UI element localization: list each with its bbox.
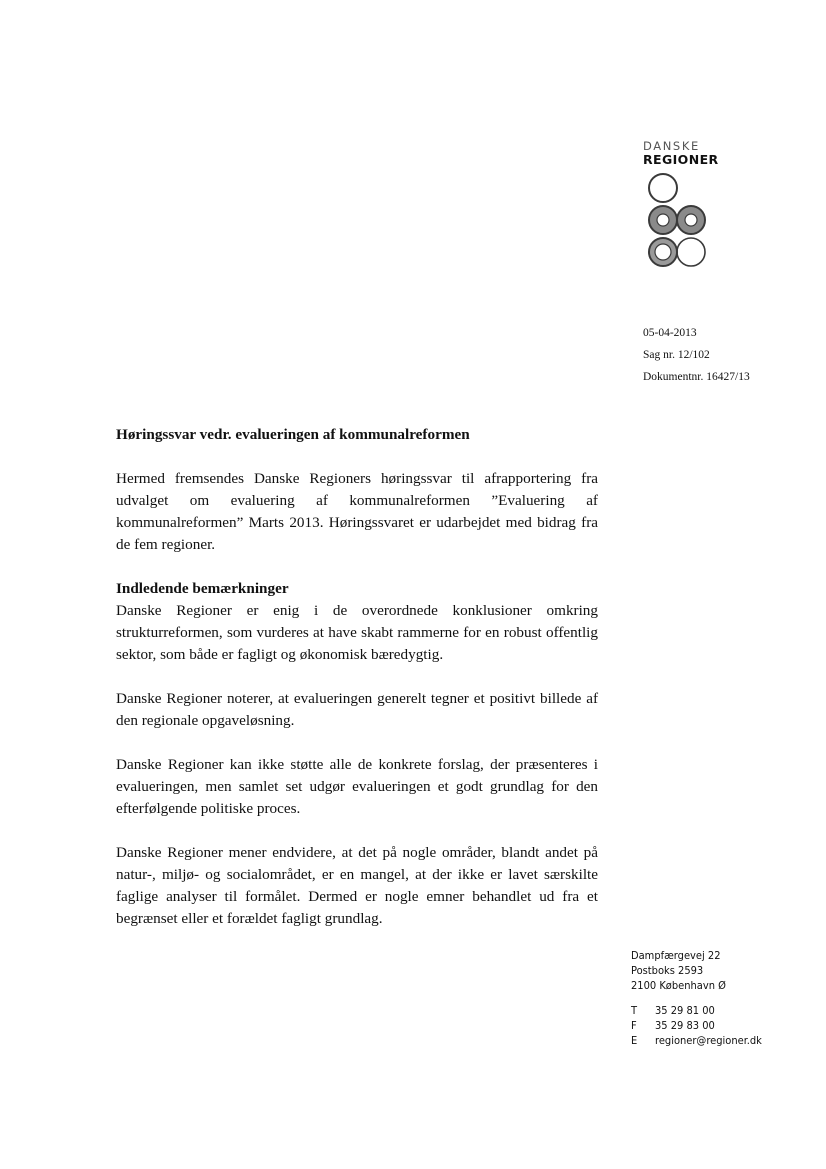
paragraph: Danske Regioner kan ikke støtte alle de konkrete forslag, der præsenteres i evalueringen, men samlet set udgør evalueringen et godt grundlag for den efterfølgende politiske proces. <box>116 756 598 817</box>
phone-label: T <box>631 1004 638 1017</box>
document-meta <box>643 322 750 388</box>
phone-row <box>631 1003 762 1018</box>
email-row <box>631 1033 762 1048</box>
letter-title: Høringssvar vedr. evalueringen af kommunalreformen <box>116 426 470 443</box>
sender-address <box>631 948 762 1048</box>
fax-label: F <box>631 1019 637 1032</box>
logo-word-danske: DANSKE <box>643 139 700 153</box>
contact-block <box>631 1003 762 1048</box>
fax-number: 35 29 83 00 <box>655 1019 715 1032</box>
paragraph: Danske Regioner noterer, at evalueringen generelt tegner et positivt billede af den regionale opgaveløsning. <box>116 690 598 729</box>
document-number: Dokumentnr. 16427/13 <box>643 371 750 383</box>
address-city: 2100 København Ø <box>631 979 726 992</box>
fax-row <box>631 1018 762 1033</box>
paragraph: Danske Regioner er enig i de overordnede konklusioner omkring strukturreformen, som vurderes at have skabt rammerne for en robust offentlig sektor, som både er fagligt og økonomisk bæredygtig. <box>116 602 598 663</box>
email-label: E <box>631 1034 638 1047</box>
address-street: Dampfærgevej 22 <box>631 949 721 962</box>
letter-body <box>116 424 598 930</box>
danske-regioner-logo <box>643 140 733 274</box>
intro-paragraph: Hermed fremsendes Danske Regioners høringssvar til afrapportering fra udvalget om evaluering af kommunalreformen ”Evaluering af kommunalreformen” Marts 2013. Høringssvaret er udarbejdet med bidrag fra de fem regioner. <box>116 470 598 553</box>
section-heading: Indledende bemærkninger <box>116 580 289 597</box>
paragraph: Danske Regioner mener endvidere, at det på nogle områder, blandt andet på natur-, miljø- og socialområdet, er en mangel, at der ikke er lavet særskilte faglige analyser til formålet. Dermed er nogle emner behandlet ud fra et begrænset eller et forældet fagligt grundlag. <box>116 844 598 927</box>
email-address: regioner@regioner.dk <box>655 1034 762 1047</box>
logo-word-regioner: REGIONER <box>643 152 719 167</box>
logo-circles-icon <box>643 172 723 274</box>
document-date: 05-04-2013 <box>643 327 697 339</box>
case-number: Sag nr. 12/102 <box>643 349 710 361</box>
phone-number: 35 29 81 00 <box>655 1004 715 1017</box>
address-po-box: Postboks 2593 <box>631 964 704 977</box>
